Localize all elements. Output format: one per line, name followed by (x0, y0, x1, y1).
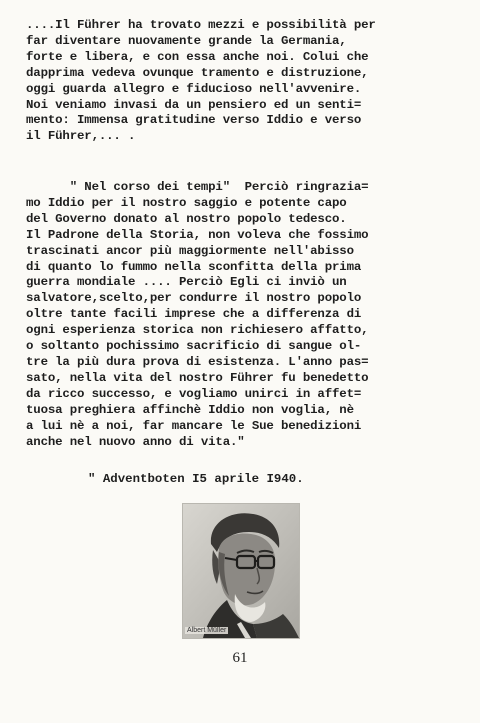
text-line: sato, nella vita del nostro Führer fu benedetto (26, 370, 369, 385)
text-line: anche nel nuovo anno di vita." (26, 434, 245, 449)
text-line: da ricco successo, e vogliamo unirci in affet= (26, 386, 362, 401)
text-line: di quanto lo fummo nella sconfitta della prima (26, 259, 362, 274)
text-line: trascinati ancor più maggiormente nell'abisso (26, 243, 354, 258)
text-line: forte e libera, e con essa anche noi. Colui che (26, 49, 369, 64)
text-line: salvatore,scelto,per condurre il nostro popolo (26, 291, 362, 306)
text-line: guerra mondiale .... Perciò Egli ci inviò un (26, 275, 347, 290)
text-line: tuosa preghiera affinchè Iddio non voglia, nè (26, 402, 354, 417)
photo-caption: Albert Müller (187, 627, 227, 634)
text-line: del Governo donato al nostro popolo tedesco. (26, 211, 347, 226)
text-line: dapprima vedeva ovunque tramento e distruzione, (26, 65, 369, 80)
text-line: mento: Immensa gratitudine verso Iddio e verso (26, 113, 362, 128)
text-line: mo Iddio per il nostro saggio e potente capo (26, 195, 347, 210)
text-line: oltre tante facili imprese che a differenza di (26, 307, 362, 322)
text-line: tre la più dura prova di esistenza. L'anno pas= (26, 354, 369, 369)
source-citation: " Adventboten I5 aprile I940. (88, 472, 304, 486)
paragraph-2 (26, 180, 466, 450)
text-line: " Nel corso dei tempi" Perciò ringrazia= (26, 180, 369, 194)
text-line: far diventare nuovamente grande la Germania, (26, 33, 347, 48)
text-line: ogni esperienza storica non richiesero affatto, (26, 323, 369, 338)
paragraph-1 (26, 18, 466, 145)
text-line: Il Padrone della Storia, non voleva che fossimo (26, 227, 369, 242)
portrait-photo (182, 503, 300, 639)
text-line: a lui nè a noi, far mancare le Sue benedizioni (26, 418, 362, 433)
portrait-image (183, 504, 299, 638)
text-line: oggi guarda allegro e fiducioso nell'avvenire. (26, 81, 362, 96)
page-number: 61 (232, 650, 248, 666)
text-line: il Führer,... . (26, 129, 136, 144)
text-line: Noi veniamo invasi da un pensiero ed un senti= (26, 97, 362, 112)
text-line: o soltanto pochissimo sacrificio di sangue ol- (26, 339, 362, 354)
text-line: ....Il Führer ha trovato mezzi e possibilità per (26, 18, 376, 32)
